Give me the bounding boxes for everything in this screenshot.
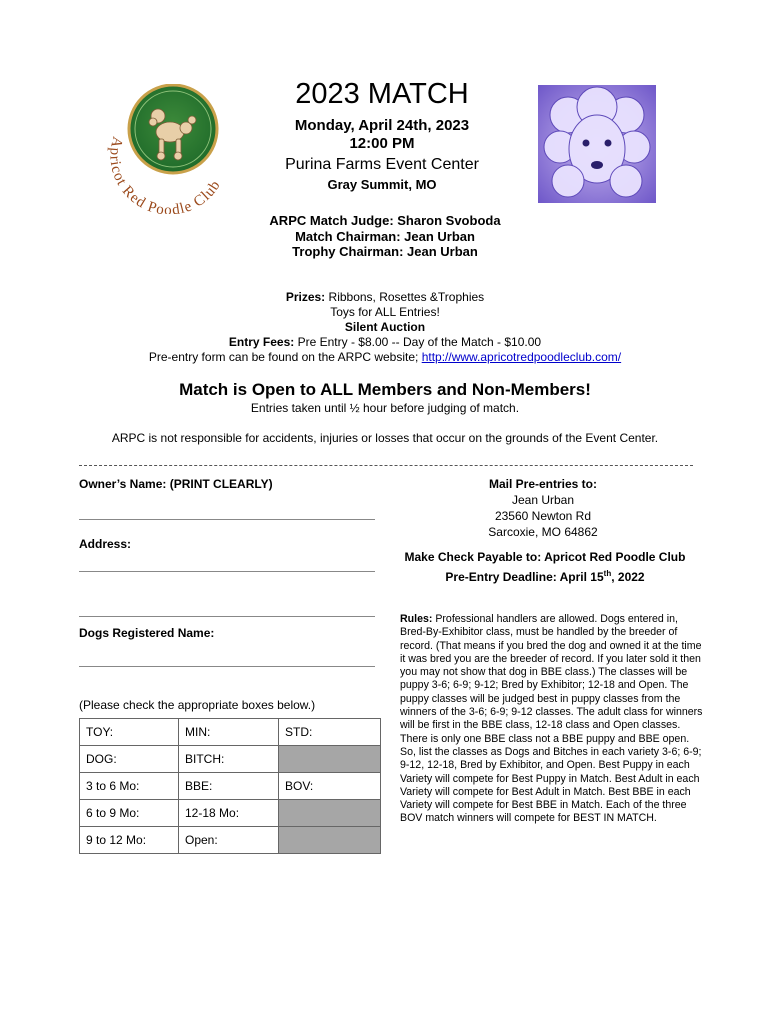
mail-city: Sarcoxie, MO 64862 — [488, 525, 598, 539]
officials-block — [200, 213, 570, 260]
table-row — [80, 746, 381, 773]
page-title: 2023 MATCH — [295, 78, 469, 110]
payable-line: Make Check Payable to: Apricot Red Poodle Club — [404, 550, 686, 564]
event-venue: Purina Farms Event Center — [285, 156, 479, 173]
apricot-poodle-portrait-icon — [538, 85, 656, 203]
event-date: Monday, April 24th, 2023 — [294, 117, 470, 134]
check-boxes-note: (Please check the appropriate boxes below.) — [79, 698, 316, 712]
class-selection-table — [79, 718, 381, 854]
fees-line — [100, 335, 670, 350]
logo-club-name: Apricot Red Poodle Club — [106, 134, 225, 214]
table-cell — [279, 827, 381, 854]
table-cell[interactable]: Open: — [179, 827, 279, 854]
event-time: 12:00 PM — [349, 135, 415, 152]
payment-block — [388, 550, 702, 585]
table-row — [80, 827, 381, 854]
match-chairman-line: Match Chairman: Jean Urban — [295, 228, 475, 244]
table-cell — [279, 800, 381, 827]
club-logo — [98, 84, 238, 214]
prizes-label: Prizes: — [285, 290, 326, 304]
owner-name-field[interactable] — [79, 519, 375, 520]
mail-heading: Mail Pre-entries to: — [488, 477, 598, 491]
toys-line: Toys for ALL Entries! — [330, 305, 440, 319]
mail-name: Jean Urban — [511, 493, 575, 507]
table-row — [80, 773, 381, 800]
table-cell — [279, 746, 381, 773]
event-header — [232, 78, 532, 193]
disclaimer: ARPC is not responsible for accidents, injuries or losses that occur on the grounds of the Event Center. — [111, 431, 659, 445]
fees-label: Entry Fees: — [228, 335, 295, 349]
table-cell[interactable]: 3 to 6 Mo: — [80, 773, 179, 800]
mail-block — [440, 476, 646, 540]
deadline-suffix: , 2022 — [611, 569, 645, 584]
table-cell[interactable]: 12-18 Mo: — [179, 800, 279, 827]
deadline-prefix: Pre-Entry Deadline: April 15 — [445, 569, 604, 584]
table-cell[interactable]: TOY: — [80, 719, 179, 746]
prizes-block — [100, 290, 670, 365]
deadline-sup: th — [603, 568, 612, 578]
event-city: Gray Summit, MO — [327, 177, 437, 192]
open-subtitle: Entries taken until ½ hour before judging of match. — [250, 401, 520, 415]
mail-street: 23560 Newton Rd — [494, 509, 592, 523]
table-row — [80, 800, 381, 827]
address-field-line-1[interactable] — [79, 571, 375, 572]
owner-name-label: Owner’s Name: (PRINT CLEARLY) — [79, 477, 273, 491]
cut-line-divider — [79, 465, 693, 466]
table-cell[interactable]: 9 to 12 Mo: — [80, 827, 179, 854]
table-cell[interactable]: DOG: — [80, 746, 179, 773]
table-cell[interactable]: 6 to 9 Mo: — [80, 800, 179, 827]
table-row — [80, 719, 381, 746]
open-title: Match is Open to ALL Members and Non-Members! — [179, 380, 591, 399]
deadline-line — [388, 566, 702, 586]
rules-block — [400, 613, 704, 826]
address-field-line-2[interactable] — [79, 616, 375, 617]
address-label: Address: — [79, 537, 132, 551]
poodle-club-seal-icon — [98, 84, 238, 214]
preentry-line — [100, 350, 670, 365]
prizes-line — [100, 290, 670, 305]
website-link[interactable]: http://www.apricotredpoodleclub.com/ — [421, 350, 622, 364]
preentry-text: Pre-entry form can be found on the ARPC website; — [148, 350, 422, 364]
rules-text: Professional handlers are allowed. Dogs entered in, Bred-By-Exhibitor class, must be handled by the breeder of record. (That means if you bred the dog and owned it at the time it was bred you are the breeder of record. If you later sold it then you may not show that dog in BBE class.) The classes will be puppy 3-6; 6-9; 9-12; Bred by Exhibitor; 12-18 and Open. The puppy classes will be judged best in puppy classes from the winners of the 3-6; 6-9; 9-12 classes. The adult class for winners will be first in the BBE class, 12-18 class and Open classes. There is only one BBE class not a BBE puppy and BBE open. So, list the classes as Dogs and Bitches in each variety 3-6; 6-9; 9-12, 12-18, Bred by Exhibitor, and Open. Best Puppy in each Variety will compete for Best Puppy in Match. Best Adult in each Variety will compete for Best Adult in Match. Best BBE in each Variety will compete for Best BBE in Match. Each of the three BOV match winners will compete for BEST IN MATCH. — [400, 613, 703, 825]
rules-label: Rules: — [400, 613, 433, 625]
judge-line: ARPC Match Judge: Sharon Svoboda — [269, 213, 501, 228]
trophy-chairman-line: Trophy Chairman: Jean Urban — [292, 244, 478, 259]
prizes-text: Ribbons, Rosettes &Trophies — [325, 290, 485, 304]
poodle-portrait-image — [538, 85, 656, 203]
table-cell[interactable]: STD: — [279, 719, 381, 746]
auction-line: Silent Auction — [344, 320, 426, 334]
table-cell[interactable]: BITCH: — [179, 746, 279, 773]
table-cell[interactable]: BOV: — [279, 773, 381, 800]
fees-text: Pre Entry - $8.00 -- Day of the Match - $10.00 — [294, 335, 542, 349]
dog-name-field[interactable] — [79, 666, 375, 667]
table-cell[interactable]: MIN: — [179, 719, 279, 746]
dog-name-label: Dogs Registered Name: — [79, 626, 215, 640]
table-cell[interactable]: BBE: — [179, 773, 279, 800]
